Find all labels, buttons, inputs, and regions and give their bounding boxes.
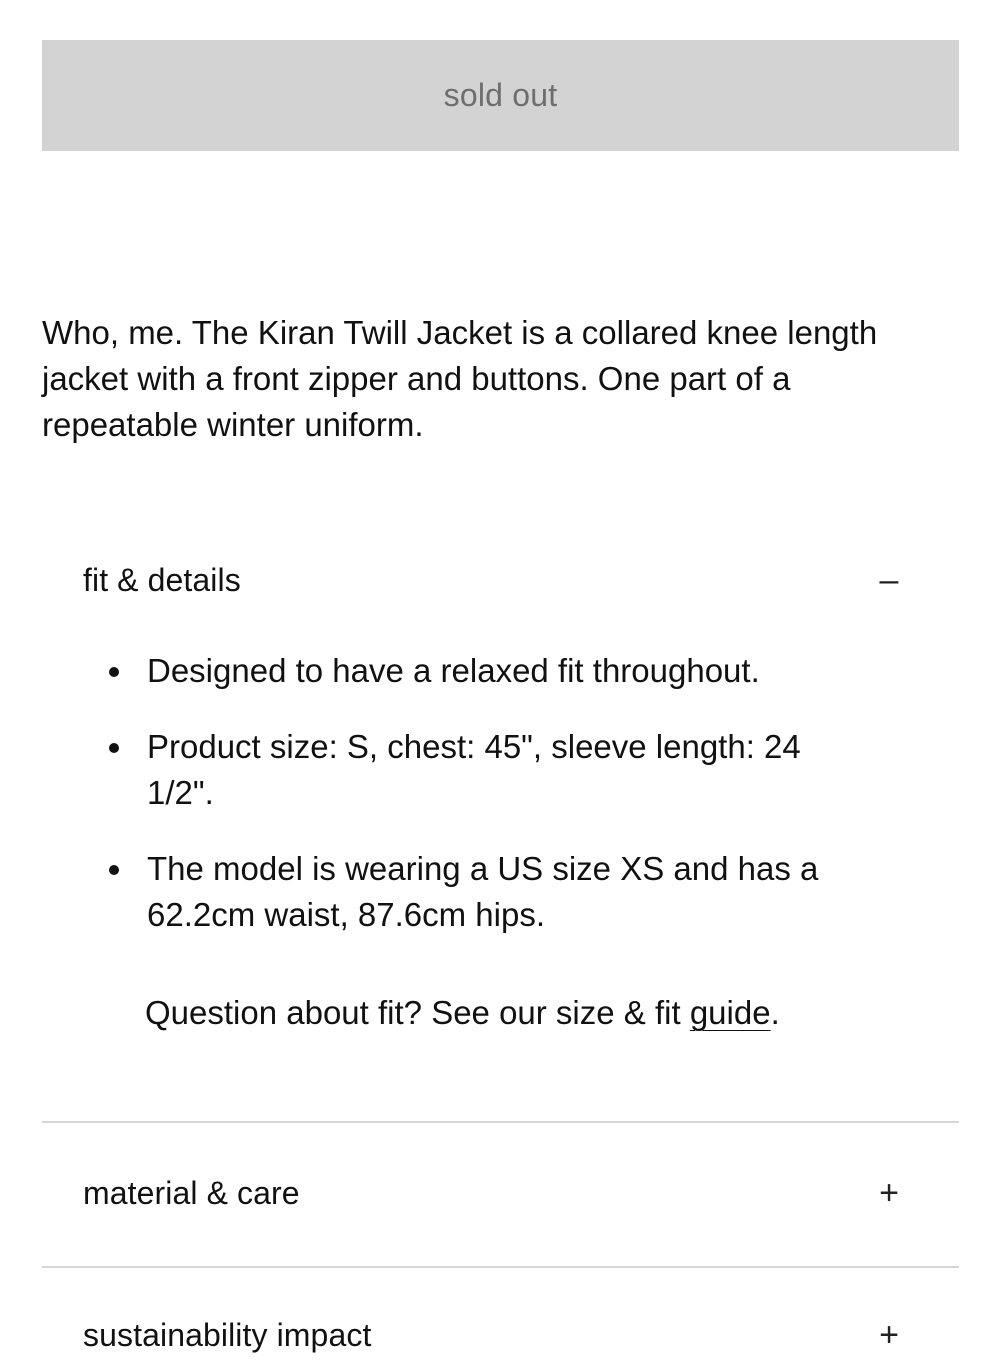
divider: [42, 1121, 959, 1123]
product-description: Who, me. The Kiran Twill Jacket is a collared knee length jacket with a front zipper and buttons. One part of a repeatable winter uniform.: [42, 314, 878, 443]
collapse-minus-icon[interactable]: –: [879, 561, 899, 599]
list-item-text: The model is wearing a US size XS and has a 62.2cm waist, 87.6cm hips.: [147, 850, 819, 933]
fit-question-suffix: .: [770, 994, 780, 1031]
material-care-title: material & care: [83, 1174, 300, 1211]
bullet-icon: [109, 743, 119, 753]
sustainability-impact-title: sustainability impact: [83, 1316, 372, 1353]
fit-details-title: fit & details: [83, 561, 241, 598]
fit-details-accordion-header[interactable]: [42, 545, 959, 615]
list-item-text: Designed to have a relaxed fit throughout.: [147, 652, 760, 689]
bullet-icon: [109, 865, 119, 875]
size-guide-link[interactable]: guide: [689, 994, 771, 1031]
list-item: [105, 648, 865, 694]
list-item: [105, 724, 865, 816]
material-care-accordion-header[interactable]: [42, 1158, 959, 1228]
bullet-icon: [109, 667, 119, 677]
sustainability-impact-accordion-header[interactable]: [42, 1300, 959, 1370]
list-item-text: Product size: S, chest: 45", sleeve length: 24 1/2".: [147, 728, 801, 811]
fit-question-text: Question about fit? See our size & fit: [145, 994, 690, 1031]
sold-out-button[interactable]: sold out: [42, 40, 959, 151]
divider: [42, 1266, 959, 1268]
expand-plus-icon[interactable]: +: [879, 1174, 899, 1212]
list-item: [105, 846, 865, 938]
fit-question: [145, 990, 780, 1036]
fit-details-list: [105, 648, 865, 968]
expand-plus-icon[interactable]: +: [879, 1316, 899, 1354]
